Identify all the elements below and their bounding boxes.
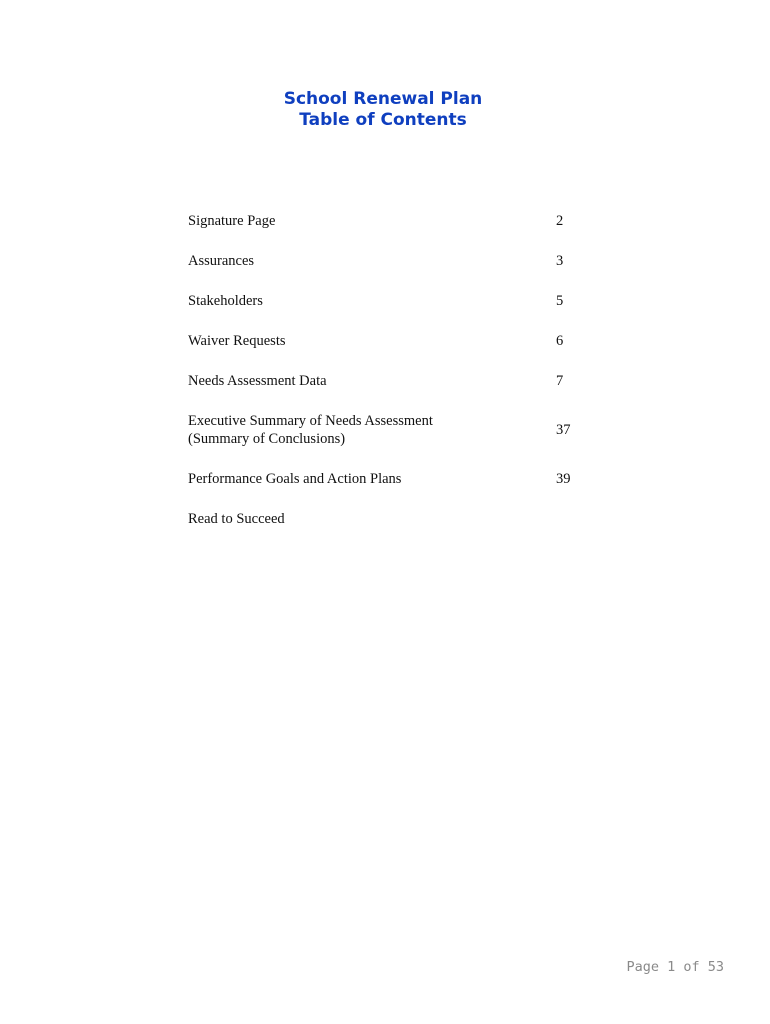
toc-entry (188, 470, 588, 488)
toc-entry-page: 6 (556, 333, 564, 349)
title-line-2: Table of Contents (299, 110, 467, 130)
document-title (0, 89, 766, 131)
toc-entry (188, 332, 588, 350)
title-line-1: School Renewal Plan (283, 89, 483, 109)
toc-entry-page: 37 (556, 422, 571, 438)
toc-entry-label: Assurances (188, 253, 255, 269)
toc-entry-page: 2 (556, 213, 564, 229)
toc-entry-label: Stakeholders (188, 293, 263, 309)
toc-entry-page: 7 (556, 373, 564, 389)
toc-entry (188, 372, 588, 390)
toc-entry-label: Signature Page (188, 213, 276, 229)
toc-entry (188, 252, 588, 270)
page-indicator: Page 1 of 53 (626, 959, 724, 975)
toc-entry-page: 39 (556, 471, 571, 487)
toc-entry (188, 292, 588, 310)
toc-entry-label: Performance Goals and Action Plans (188, 471, 402, 487)
toc-entry-label: Read to Succeed (188, 511, 285, 527)
toc-entry-label-continued: (Summary of Conclusions) (188, 431, 346, 447)
toc-entry (188, 212, 588, 230)
toc-entry-label: Waiver Requests (188, 333, 286, 349)
table-of-contents (188, 212, 588, 550)
toc-entry-label: Needs Assessment Data (188, 373, 327, 389)
toc-entry (188, 412, 588, 448)
toc-entry-label: Executive Summary of Needs Assessment (188, 413, 433, 429)
toc-entry-page: 3 (556, 253, 564, 269)
toc-entry-page: 5 (556, 293, 564, 309)
toc-entry (188, 510, 588, 528)
